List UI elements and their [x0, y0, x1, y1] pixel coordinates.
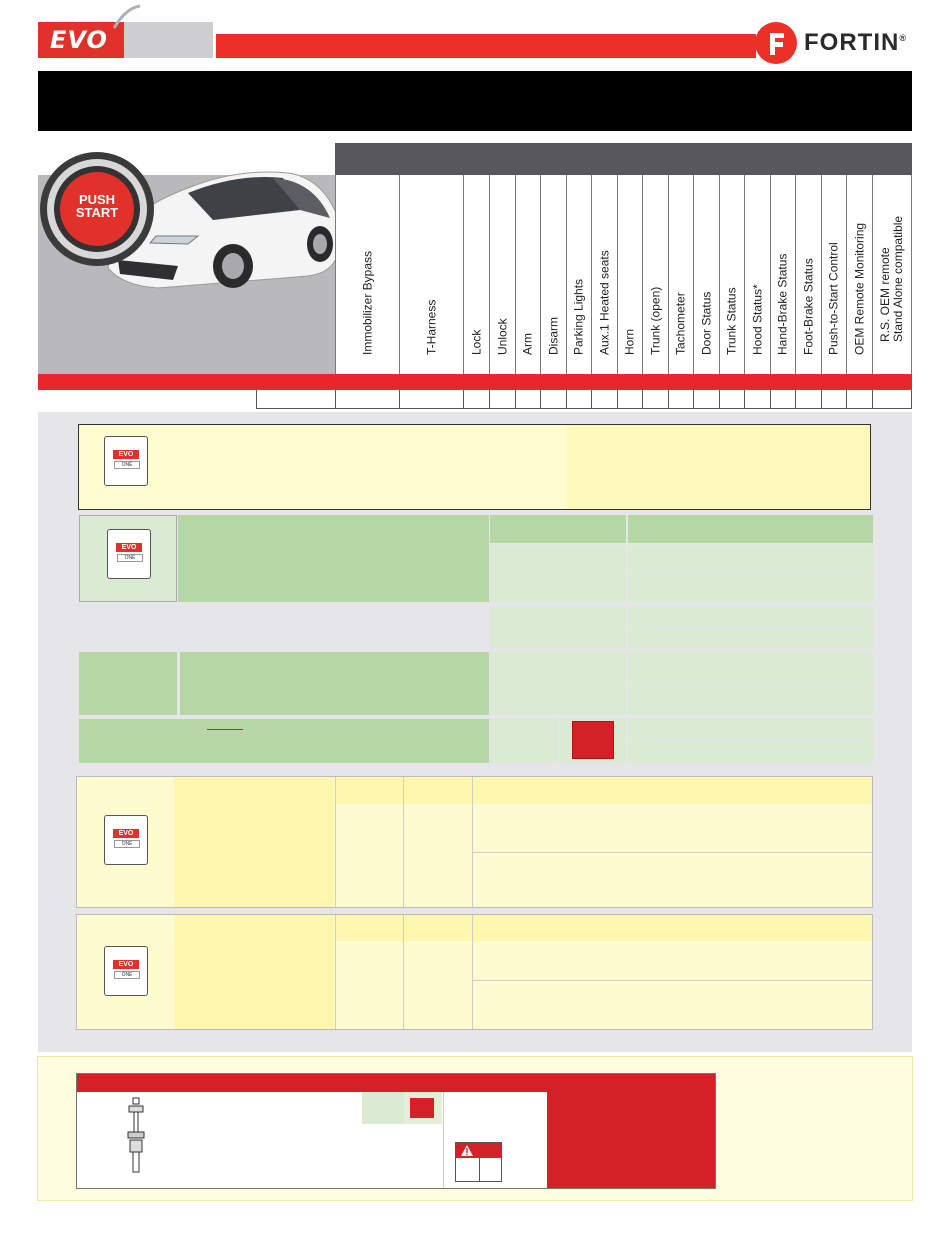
green-value-cell [628, 652, 873, 683]
features-red-band [38, 374, 912, 390]
green-header-cell [628, 515, 873, 543]
push-start-button [40, 152, 154, 266]
info-box-right [567, 425, 870, 509]
green-value-cell [628, 571, 873, 602]
yellow-header-cell [336, 777, 872, 804]
green-value-cell [628, 628, 873, 648]
divider [473, 980, 872, 981]
yellow-header-cell [336, 915, 872, 941]
green-description-cell [178, 515, 489, 602]
feature-column: Tachometer [668, 175, 693, 374]
title-bar [38, 71, 912, 131]
evo-one-module-icon: EVO ONE [104, 946, 148, 996]
feature-column: Horn [617, 175, 642, 374]
green-value-cell [490, 607, 626, 648]
fortin-logo: FORTIN® [804, 29, 907, 56]
warning-icon [460, 1144, 474, 1157]
yellow-description-cell [174, 777, 334, 907]
green-label-cell [79, 652, 177, 715]
hood-pin-header [77, 1074, 547, 1092]
push-label: PUSH [78, 192, 116, 207]
warning-label [455, 1142, 502, 1182]
evo-swoosh-icon [112, 4, 142, 30]
feature-column: Hood Status* [744, 175, 770, 374]
start-label: START [75, 205, 119, 220]
features-header-band [335, 143, 912, 175]
warning-label-header [456, 1143, 501, 1158]
green-value-cell [362, 1092, 404, 1124]
hood-pin-red-block [547, 1074, 715, 1188]
feature-column: Immobilizer Bypass [335, 175, 399, 374]
fortin-f-icon [755, 22, 797, 64]
feature-column: Unlock [489, 175, 515, 374]
divider [335, 777, 336, 907]
green-description-cell [79, 719, 489, 763]
divider [472, 777, 473, 907]
divider [403, 915, 404, 1029]
green-value-cell [628, 719, 873, 739]
evo-one-module-icon: EVO ONE [107, 529, 151, 579]
green-value-cell [628, 545, 873, 570]
feature-column: R.S. OEM remote Stand Alone compatible [872, 175, 912, 374]
red-indicator [410, 1098, 434, 1118]
green-value-cell [628, 684, 873, 715]
feature-column: T-Harness [399, 175, 463, 374]
green-value-cell [490, 545, 626, 602]
feature-column: Hand-Brake Status [770, 175, 795, 374]
feature-column: Arm [515, 175, 540, 374]
hood-pin-icon [125, 1096, 147, 1176]
feature-column: Lock [463, 175, 489, 374]
evo-one-module-icon: EVO ONE [104, 436, 148, 486]
feature-column: Push-to-Start Control [821, 175, 846, 374]
green-header-cell [490, 515, 626, 543]
feature-column: Door Status [693, 175, 719, 374]
green-value-cell [628, 740, 873, 763]
feature-column: OEM Remote Monitoring [846, 175, 872, 374]
divider [472, 915, 473, 1029]
divider [403, 777, 404, 907]
feature-column: Foot-Brake Status [795, 175, 821, 374]
divider [473, 852, 872, 853]
red-underline [207, 729, 243, 730]
feature-column: Trunk (open) [642, 175, 668, 374]
feature-column: Trunk Status [719, 175, 744, 374]
feature-columns [335, 175, 912, 374]
green-value-cell [490, 652, 626, 715]
feature-column: Aux.1 Heated seats [591, 175, 617, 374]
evo-logo: EVO [38, 22, 124, 58]
green-value-cell [490, 719, 558, 763]
divider [443, 1092, 444, 1188]
feature-column: Disarm [540, 175, 566, 374]
feature-column: Parking Lights [566, 175, 591, 374]
yellow-description-cell [174, 915, 334, 1029]
divider [335, 915, 336, 1029]
red-indicator [572, 721, 614, 759]
green-description-cell [180, 652, 489, 715]
evo-one-module-icon: EVO ONE [104, 815, 148, 865]
header-red-stripe [216, 34, 756, 58]
divider [479, 1158, 480, 1182]
hood-pin-box [76, 1073, 716, 1189]
features-status-row [256, 390, 912, 409]
green-value-cell [628, 607, 873, 627]
